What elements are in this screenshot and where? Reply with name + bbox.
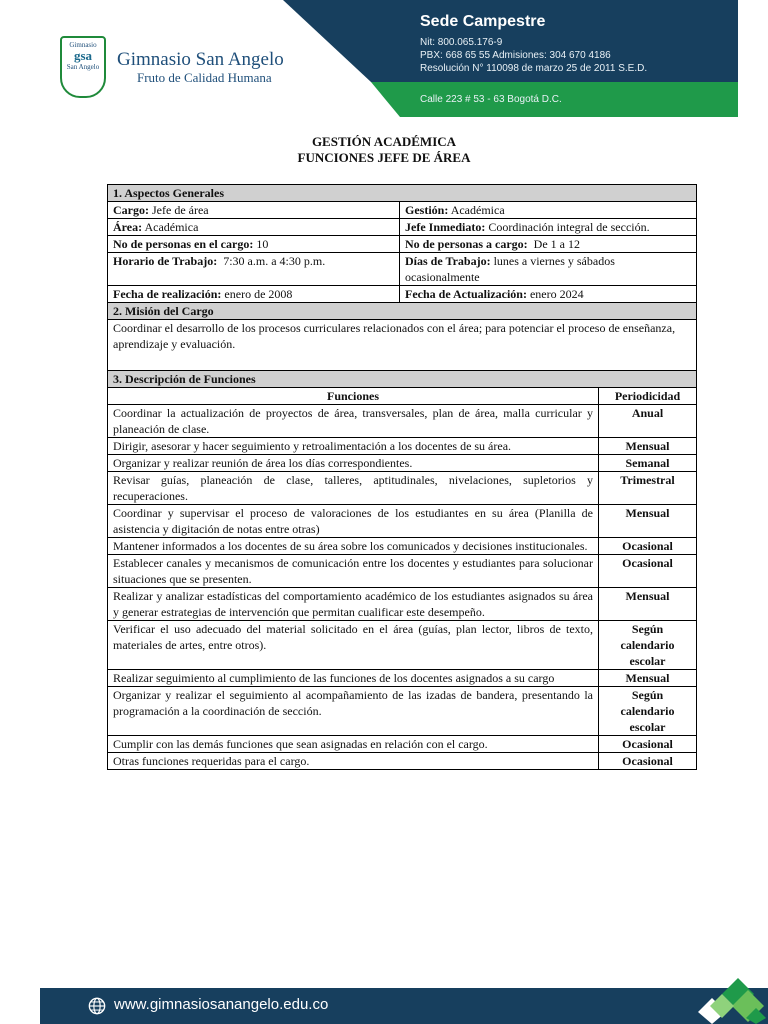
jefe-cell: Jefe Inmediato: Coordinación integral de sección. bbox=[400, 219, 697, 236]
function-text: Revisar guías, planeación de clase, talleres, aptitudinales, nivelaciones, supletorios y recuperaciones. bbox=[108, 472, 599, 505]
function-periodicity: Anual bbox=[599, 405, 697, 438]
mision-text: Coordinar el desarrollo de los procesos curriculares relacionados con el área; para potenciar el proceso de enseñanza, aprendizaje y evaluación. bbox=[108, 320, 697, 371]
function-text: Dirigir, asesorar y hacer seguimiento y retroalimentación a los docentes de su área. bbox=[108, 438, 599, 455]
dias-cell: Días de Trabajo: lunes a viernes y sábados ocasionalmente bbox=[400, 253, 697, 286]
function-text: Cumplir con las demás funciones que sean asignadas en relación con el cargo. bbox=[108, 736, 599, 753]
gestion-cell: Gestión: Académica bbox=[400, 202, 697, 219]
phones-text: PBX: 668 65 55 Admisiones: 304 670 4186 bbox=[420, 50, 611, 61]
logo-monogram: gsa bbox=[73, 48, 93, 63]
resolution-text: Resolución N° 110098 de marzo 25 de 2011 S.E.D. bbox=[420, 63, 648, 74]
sede-title: Sede Campestre bbox=[420, 13, 546, 30]
function-row bbox=[108, 438, 697, 455]
section-header-mision: 2. Misión del Cargo bbox=[108, 303, 697, 320]
address-text: Calle 223 # 53 - 63 Bogotá D.C. bbox=[420, 94, 562, 105]
function-periodicity: Semanal bbox=[599, 455, 697, 472]
fecha-actualizacion-cell: Fecha de Actualización: enero 2024 bbox=[400, 286, 697, 303]
school-name: Gimnasio San Angelo bbox=[117, 49, 284, 70]
function-row bbox=[108, 405, 697, 438]
logo-text-bottom: San Angelo bbox=[66, 63, 100, 71]
doc-title-line2: FUNCIONES JEFE DE ÁREA bbox=[297, 150, 471, 165]
header-band bbox=[0, 0, 768, 120]
function-text: Verificar el uso adecuado del material solicitado en el área (guías, plan lector, libros de texto, materiales de artes, entre otros). bbox=[108, 621, 599, 670]
function-row bbox=[108, 555, 697, 588]
function-row bbox=[108, 538, 697, 555]
function-periodicity: Mensual bbox=[599, 438, 697, 455]
function-text: Coordinar y supervisar el proceso de valoraciones de los estudiantes en su área (Planilla de asistencia y digitación de notas entre otras) bbox=[108, 505, 599, 538]
functions-table bbox=[107, 184, 697, 770]
globe-icon bbox=[88, 997, 106, 1015]
section-header-funciones: 3. Descripción de Funciones bbox=[108, 371, 697, 388]
function-periodicity: Mensual bbox=[599, 505, 697, 538]
function-text: Organizar y realizar reunión de área los días correspondientes. bbox=[108, 455, 599, 472]
function-periodicity: Ocasional bbox=[599, 555, 697, 588]
function-text: Otras funciones requeridas para el cargo. bbox=[108, 753, 599, 770]
function-row bbox=[108, 687, 697, 736]
logo-text-top: Gimnasio bbox=[69, 41, 97, 49]
function-periodicity: Ocasional bbox=[599, 736, 697, 753]
col-header-periodicidad: Periodicidad bbox=[599, 388, 697, 405]
fecha-realizacion-cell: Fecha de realización: enero de 2008 bbox=[108, 286, 400, 303]
function-periodicity: Según calendario escolar bbox=[599, 621, 697, 670]
function-periodicity: Según calendario escolar bbox=[599, 687, 697, 736]
doc-title-line1: GESTIÓN ACADÉMICA bbox=[311, 134, 457, 149]
col-header-funciones: Funciones bbox=[108, 388, 599, 405]
school-logo bbox=[60, 36, 106, 98]
personas-a-cargo-cell: No de personas a cargo: De 1 a 12 bbox=[400, 236, 697, 253]
function-text: Mantener informados a los docentes de su área sobre los comunicados y decisiones institucionales. bbox=[108, 538, 599, 555]
school-tagline: Fruto de Calidad Humana bbox=[137, 70, 272, 85]
function-text: Coordinar la actualización de proyectos de área, transversales, plan de área, malla curricular y planeación de clase. bbox=[108, 405, 599, 438]
function-row bbox=[108, 736, 697, 753]
function-text: Realizar seguimiento al cumplimiento de las funciones de los docentes asignados a su cargo bbox=[108, 670, 599, 687]
decorative-diamonds bbox=[660, 960, 768, 1024]
function-row bbox=[108, 472, 697, 505]
function-row bbox=[108, 753, 697, 770]
function-periodicity: Mensual bbox=[599, 588, 697, 621]
footer-bar bbox=[40, 988, 768, 1024]
functions-body bbox=[108, 405, 697, 770]
horario-cell: Horario de Trabajo: 7:30 a.m. a 4:30 p.m. bbox=[108, 253, 400, 286]
website-link[interactable]: www.gimnasiosanangelo.edu.co bbox=[114, 996, 329, 1013]
function-periodicity: Ocasional bbox=[599, 538, 697, 555]
function-periodicity: Ocasional bbox=[599, 753, 697, 770]
section-header-general: 1. Aspectos Generales bbox=[108, 185, 697, 202]
function-row bbox=[108, 455, 697, 472]
function-periodicity: Mensual bbox=[599, 670, 697, 687]
function-row bbox=[108, 588, 697, 621]
function-text: Realizar y analizar estadísticas del comportamiento académico de los estudiantes asignados su área y generar estrategias de intervención que permitan cualificar este desempeño. bbox=[108, 588, 599, 621]
header-shapes bbox=[0, 0, 768, 120]
function-text: Organizar y realizar el seguimiento al acompañamiento de las izadas de bandera, presentando la programación a la coordinación de sección. bbox=[108, 687, 599, 736]
function-row bbox=[108, 670, 697, 687]
function-text: Establecer canales y mecanismos de comunicación entre los docentes y estudiantes para solucionar situaciones que se presenten. bbox=[108, 555, 599, 588]
nit-text: Nit: 800.065.176-9 bbox=[420, 37, 503, 48]
function-row bbox=[108, 621, 697, 670]
cargo-cell: Cargo: Jefe de área bbox=[108, 202, 400, 219]
function-row bbox=[108, 505, 697, 538]
area-cell: Área: Académica bbox=[108, 219, 400, 236]
personas-cargo-cell: No de personas en el cargo: 10 bbox=[108, 236, 400, 253]
function-periodicity: Trimestral bbox=[599, 472, 697, 505]
